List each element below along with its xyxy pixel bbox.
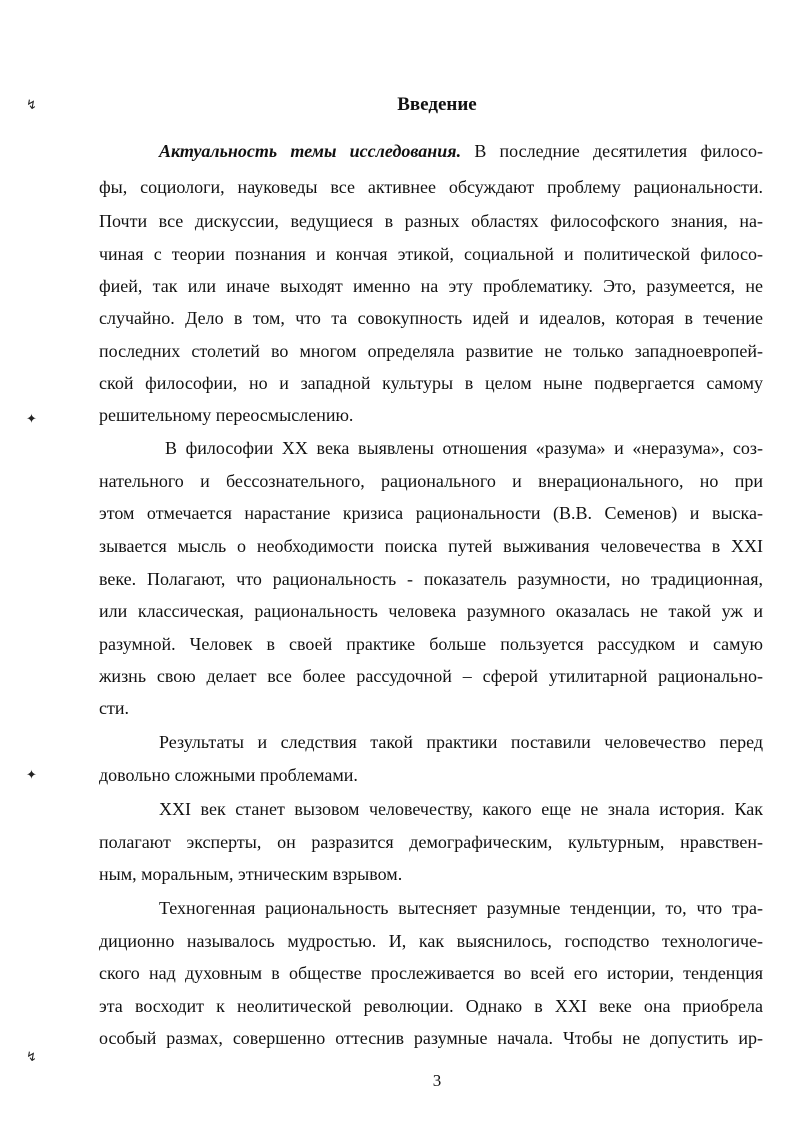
text-line: решительному переосмыслению. [99, 405, 354, 425]
text-line [159, 139, 763, 163]
text-line: последних столетий во многом определяла развитие не только западноевропей- [99, 341, 763, 361]
text-line: эта восходит к неолитической революции. Однако в XXI веке она приобрела [99, 996, 763, 1016]
text-line: фы, социологи, науковеды все активнее обсуждают проблему рациональности. [99, 177, 763, 197]
text-line: чиная с теории познания и кончая этикой, социальной и политической филосо- [99, 244, 763, 264]
text-line: разумной. Человек в своей практике больше пользуется рассудком и самую [99, 634, 763, 654]
margin-mark: ↯ [26, 98, 37, 113]
text-line: Почти все дискуссии, ведущиеся в разных областях философского знания, на- [99, 211, 763, 231]
text-line: XXI век станет вызовом человечеству, какого еще не знала история. Как [159, 799, 763, 819]
text-line: зывается мысль о необходимости поиска путей выживания человечества в XXI [99, 536, 763, 556]
text-line: диционно называлось мудростью. И, как выяснилось, господство технологиче- [99, 931, 763, 951]
text-line: особый размах, совершенно оттеснив разумные начала. Чтобы не допустить ир- [99, 1028, 763, 1048]
text-line: веке. Полагают, что рациональность - показатель разумности, но традиционная, [99, 569, 763, 589]
page-number: 3 [432, 1071, 442, 1090]
margin-mark: ↯ [26, 1050, 37, 1065]
text-line: В философии XX века выявлены отношения «разума» и «неразума», соз- [165, 438, 763, 458]
text-line: фией, так или иначе выходят именно на эту проблематику. Это, разумеется, не [99, 276, 763, 296]
text-line: Техногенная рациональность вытесняет разумные тенденции, то, что тра- [159, 898, 763, 918]
lead-phrase: Актуальность темы исследования. [159, 141, 462, 161]
text-line: полагают эксперты, он разразится демографическим, культурным, нравствен- [99, 832, 763, 852]
text-line: нательного и бессознательного, рационального и внерационального, но при [99, 471, 763, 491]
margin-mark: ✦ [26, 412, 37, 427]
text-line: Результаты и следствия такой практики поставили человечество перед [159, 732, 763, 752]
text-line: сти. [99, 698, 129, 718]
margin-mark: ✦ [26, 768, 37, 783]
text-line: ской философии, но и западной культуры в целом ныне подвергается самому [99, 373, 763, 393]
page-title: Введение [397, 94, 477, 115]
text-line: довольно сложными проблемами. [99, 765, 358, 785]
text-line: случайно. Дело в том, что та совокупность идей и идеалов, которая в течение [99, 308, 763, 328]
text-line: ным, моральным, этническим взрывом. [99, 864, 403, 884]
text-line-content: В последние десятилетия филосо- [474, 141, 764, 161]
text-line: этом отмечается нарастание кризиса рациональности (В.В. Семенов) и выска- [99, 503, 763, 523]
text-line: ского над духовным в обществе прослеживается во всей его истории, тенденция [99, 963, 763, 983]
text-line: или классическая, рациональность человека разумного оказалась не такой уж и [99, 601, 763, 621]
text-line: жизнь свою делает все более рассудочной – сферой утилитарной рационально- [99, 666, 763, 686]
